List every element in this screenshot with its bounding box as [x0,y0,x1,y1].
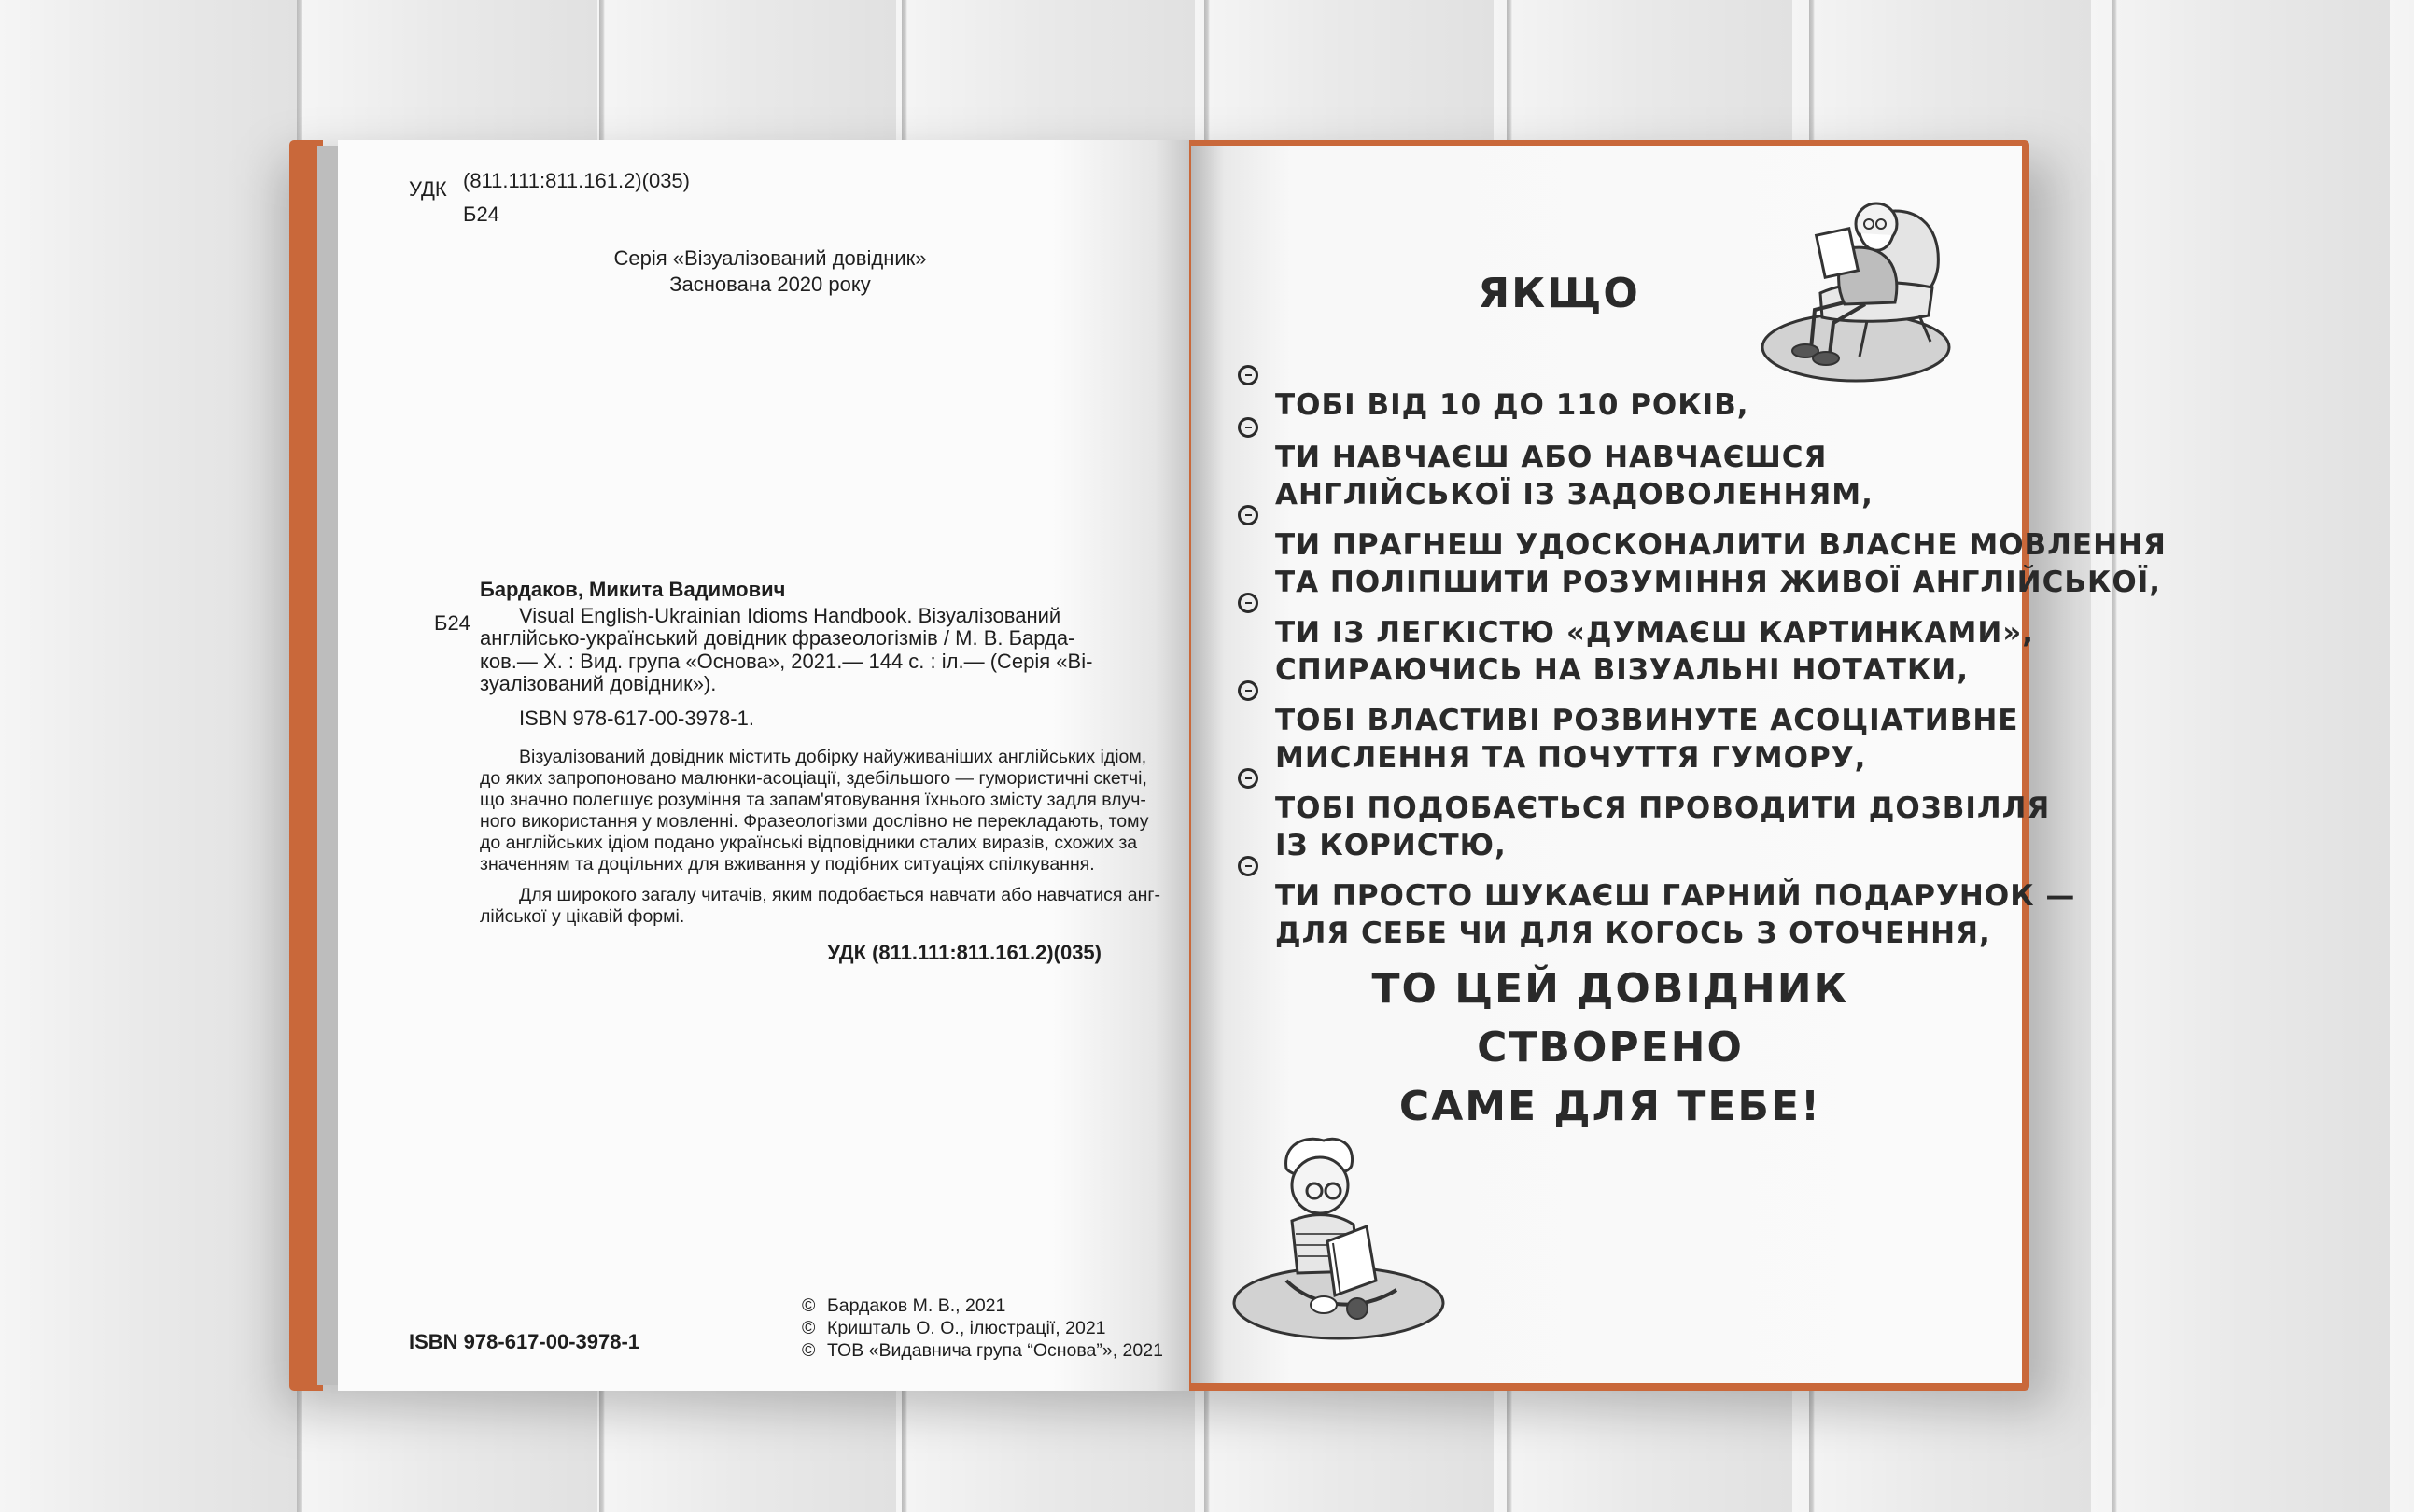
copyright-symbol-1: © [802,1295,816,1316]
item-5-line-1: ТОБІ ВЛАСТИВІ РОЗВИНУТЕ АСОЦІАТИВНЕ [1275,704,2019,737]
minus-circle-icon [1238,417,1258,438]
abstract-line-4: ного використання у мовленні. Фразеологізми дослівно не перекладають, тому [480,811,1149,832]
item-2-line-1: ТИ НАВЧАЄШ АБО НАВЧАЄШСЯ [1275,441,1828,474]
minus-circle-icon [1238,768,1258,789]
b24-mid: Б24 [434,611,470,635]
minus-circle-icon [1238,593,1258,613]
udk-label: УДК [409,177,447,201]
item-2-line-2: АНГЛІЙСЬКОЇ ІЗ ЗАДОВОЛЕННЯМ, [1275,478,1874,511]
isbn-mid: ISBN 978-617-00-3978-1. [519,707,754,730]
copyright-symbol-3: © [802,1340,816,1361]
shoe [1311,1296,1337,1313]
copyright-symbol-2: © [802,1318,816,1338]
item-6-line-2: ІЗ КОРИСТЮ, [1275,829,1507,862]
minus-circle-icon [1238,856,1258,876]
item-7-line-2: ДЛЯ СЕБЕ ЧИ ДЛЯ КОГОСЬ З ОТОЧЕННЯ, [1275,917,1991,950]
udk-value: (811.111:811.161.2)(035) [463,169,690,192]
closing-line-2: СТВОРЕНО [1477,1024,1744,1071]
minus-circle-icon [1238,365,1258,385]
bib-line-4: зуалізований довідник»). [480,672,717,695]
abstract-line-3: що значно полегшує розуміння та запам'ятовування їхнього змісту задля влуч- [480,790,1146,810]
udk-bottom: УДК (811.111:811.161.2)(035) [827,941,1102,964]
item-5-line-2: МИСЛЕННЯ ТА ПОЧУТТЯ ГУМОРУ, [1275,741,1867,775]
item-1-line-1: ТОБІ ВІД 10 ДО 110 РОКІВ, [1275,388,1749,422]
abstract-line-2: до яких запропоновано малюнки-асоціації, здебільшого — гумористичні скетчі, [480,768,1147,789]
copyright-text-2: Кришталь О. О., ілюстрації, 2021 [827,1318,1106,1338]
closing-line-1: ТО ЦЕЙ ДОВІДНИК [1371,965,1849,1013]
boy-reading-illustration [1230,1131,1451,1340]
rug-ellipse [1762,314,1949,381]
item-6-line-1: ТОБІ ПОДОБАЄТЬСЯ ПРОВОДИТИ ДОЗВІЛЛЯ [1275,791,2051,825]
item-3-line-1: ТИ ПРАГНЕШ УДОСКОНАЛИТИ ВЛАСНЕ МОВЛЕННЯ [1275,528,2167,562]
abstract-line-5: до англійських ідіом подано українські відповідники сталих виразів, схожих за [480,833,1138,853]
copyright-text-1: Бардаков М. В., 2021 [827,1295,1006,1316]
minus-circle-icon [1238,680,1258,701]
book [1817,229,1859,277]
isbn-bottom: ISBN 978-617-00-3978-1 [409,1330,640,1353]
audience-line-1: Для широкого загалу читачів, яким подобається навчати або навчатися анг- [519,885,1161,905]
item-4-line-2: СПИРАЮЧИСЬ НА ВІЗУАЛЬНІ НОТАТКИ, [1275,653,1970,687]
abstract-line-1: Візуалізований довідник містить добірку найуживаніших англійських ідіом, [519,747,1147,767]
item-4-line-1: ТИ ІЗ ЛЕГКІСТЮ «ДУМАЄШ КАРТИНКАМИ», [1275,616,2035,650]
ball [1347,1298,1368,1319]
copyright-text-3: ТОВ «Видавнича група “Основа”», 2021 [827,1340,1163,1361]
abstract-line-6: значенням та доцільних для вживання у подібних ситуаціях спілкування. [480,854,1095,875]
b24-top: Б24 [463,203,499,226]
audience-line-2: лійської у цікавій формі. [480,906,685,927]
bib-line-3: ков.— Х. : Вид. група «Основа», 2021.— 144 с. : іл.— (Серія «Ві- [480,650,1093,673]
item-3-line-2: ТА ПОЛІПШИТИ РОЗУМІННЯ ЖИВОЇ АНГЛІЙСЬКОЇ, [1275,566,2162,599]
page-stack-edge [317,146,340,1385]
series-line-1: Серія «Візуалізований довідник» [613,246,927,270]
slipper-2 [1813,352,1839,365]
author-name: Бардаков, Микита Вадимович [480,578,786,601]
grandpa-reading-illustration [1755,183,1957,386]
closing-line-3: САМЕ ДЛЯ ТЕБЕ! [1398,1083,1822,1130]
heading-if: ЯКЩО [1478,270,1640,317]
item-7-line-1: ТИ ПРОСТО ШУКАЄШ ГАРНИЙ ПОДАРУНОК — [1275,879,2076,913]
minus-circle-icon [1238,505,1258,525]
series-line-2: Заснована 2020 року [669,273,871,296]
bib-line-2: англійсько-український довідник фразеологізмів / М. В. Барда- [480,626,1075,650]
bib-line-1: Visual English-Ukrainian Idioms Handbook. Візуалізований [519,604,1061,627]
